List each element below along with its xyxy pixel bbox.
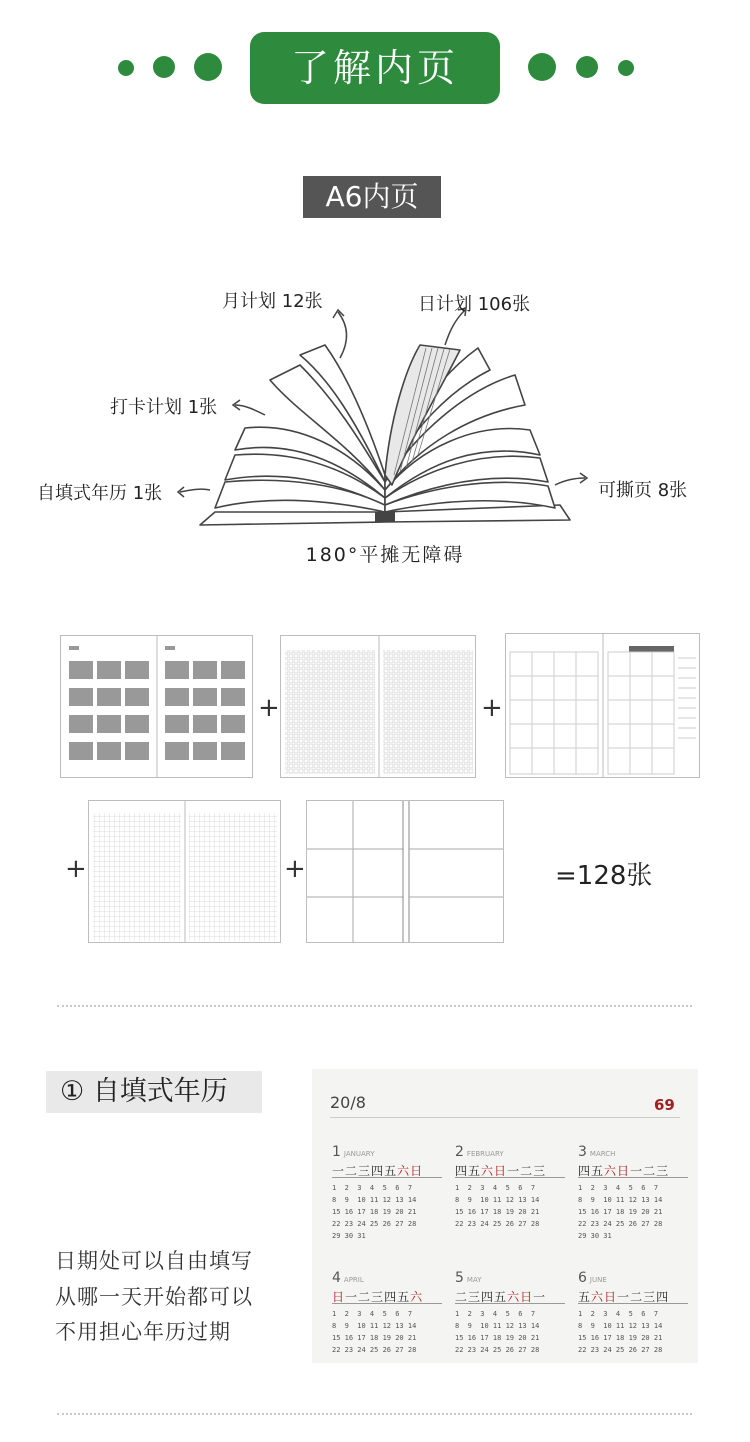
weekday-label: 日 xyxy=(604,1290,618,1304)
calendar-month xyxy=(578,1141,688,1242)
weekday-label: 三 xyxy=(358,1164,372,1178)
desc-line: 从哪一天开始都可以 xyxy=(55,1285,253,1309)
calendar-rule xyxy=(330,1117,680,1118)
tearable-grid-graphic xyxy=(307,801,504,943)
weekday-label: 一 xyxy=(345,1290,359,1304)
weekday-row xyxy=(455,1162,565,1178)
plus-sign: + xyxy=(258,693,280,723)
weekday-row xyxy=(578,1288,688,1304)
monthly-grid-graphic xyxy=(506,634,700,778)
thumb-checkin-pages xyxy=(280,635,476,778)
month-name: JUNE xyxy=(589,1276,607,1284)
thumb-daily-pages xyxy=(88,800,281,943)
desc-line: 不用担心年历过期 xyxy=(55,1320,231,1344)
weekday-label: 四 xyxy=(455,1164,469,1178)
label-monthly: 月计划 12张 xyxy=(222,291,323,312)
day-numbers: 1 2 3 4 5 6 7 8 9 10 11 12 13 14 15 16 17 18 19 20 21 22 23 24 25 26 27 28 29 30 31 xyxy=(332,1184,417,1240)
weekday-label: 一 xyxy=(617,1290,631,1304)
weekday-label: 一 xyxy=(630,1164,644,1178)
calendar-grid-graphic xyxy=(61,636,253,778)
decor-dot xyxy=(194,53,222,81)
month-number: 4 xyxy=(332,1270,341,1286)
day-numbers: 1 2 3 4 5 6 7 8 9 10 11 12 13 14 15 16 17 18 19 20 21 22 23 24 25 26 27 28 xyxy=(455,1310,540,1354)
book-illustration xyxy=(0,250,750,590)
weekday-label: 一 xyxy=(332,1164,346,1178)
month-name: FEBRUARY xyxy=(466,1150,504,1158)
weekday-label: 四 xyxy=(578,1164,592,1178)
month-number: 6 xyxy=(578,1270,587,1286)
weekday-row xyxy=(332,1288,442,1304)
weekday-label: 二 xyxy=(345,1164,359,1178)
weekday-label: 六 xyxy=(604,1164,618,1178)
weekday-row xyxy=(455,1288,565,1304)
thumb-monthly-pages xyxy=(505,633,700,778)
decor-dot xyxy=(118,60,134,76)
weekday-label: 六 xyxy=(410,1290,424,1304)
weekday-label: 二 xyxy=(643,1164,657,1178)
section-header xyxy=(0,32,750,104)
weekday-label: 一 xyxy=(507,1164,521,1178)
plus-sign: + xyxy=(481,693,503,723)
month-name: APRIL xyxy=(343,1276,364,1284)
weekday-row xyxy=(578,1162,688,1178)
thumb-calendar-pages xyxy=(60,635,253,778)
weekday-label: 六 xyxy=(481,1164,495,1178)
page-title: 了解内页 xyxy=(250,32,500,104)
weekday-label: 三 xyxy=(371,1290,385,1304)
subtitle-tag: A6内页 xyxy=(303,176,441,218)
weekday-label: 五 xyxy=(578,1290,592,1304)
weekday-label: 日 xyxy=(520,1290,534,1304)
month-number: 3 xyxy=(578,1144,587,1160)
weekday-label: 二 xyxy=(455,1290,469,1304)
daily-grid-graphic xyxy=(89,801,281,943)
weekday-label: 四 xyxy=(481,1290,495,1304)
plus-sign: + xyxy=(65,854,87,884)
weekday-label: 四 xyxy=(371,1164,385,1178)
weekday-label: 六 xyxy=(397,1164,411,1178)
weekday-label: 五 xyxy=(591,1164,605,1178)
weekday-label: 三 xyxy=(643,1290,657,1304)
total-count: =128张 xyxy=(555,861,653,891)
weekday-label: 二 xyxy=(520,1164,534,1178)
weekday-label: 六 xyxy=(591,1290,605,1304)
dotted-divider xyxy=(57,1005,692,1007)
plus-sign: + xyxy=(284,854,306,884)
decor-dot xyxy=(528,53,556,81)
desc-line: 日期处可以自由填写 xyxy=(55,1249,253,1273)
weekday-label: 五 xyxy=(468,1164,482,1178)
month-name: MARCH xyxy=(589,1150,616,1158)
weekday-label: 日 xyxy=(617,1164,631,1178)
book-caption: 180°平摊无障碍 xyxy=(305,544,465,566)
weekday-label: 四 xyxy=(384,1290,398,1304)
calendar-page-number: 69 xyxy=(654,1096,675,1114)
day-numbers: 1 2 3 4 5 6 7 8 9 10 11 12 13 14 15 16 17 18 19 20 21 22 23 24 25 26 27 28 xyxy=(455,1184,540,1228)
calendar-month xyxy=(578,1267,688,1356)
weekday-label: 日 xyxy=(410,1164,424,1178)
month-name: MAY xyxy=(466,1276,482,1284)
day-numbers: 1 2 3 4 5 6 7 8 9 10 11 12 13 14 15 16 17 18 19 20 21 22 23 24 25 26 27 28 xyxy=(332,1310,417,1354)
checkin-grid-graphic xyxy=(281,636,476,778)
dotted-divider xyxy=(57,1413,692,1415)
weekday-label: 二 xyxy=(358,1290,372,1304)
weekday-label: 三 xyxy=(533,1164,547,1178)
calendar-year: 20/8 xyxy=(330,1093,366,1112)
weekday-label: 日 xyxy=(494,1164,508,1178)
calendar-month xyxy=(455,1267,565,1356)
label-calendar: 自填式年历 1张 xyxy=(37,483,163,504)
weekday-label: 二 xyxy=(630,1290,644,1304)
calendar-month xyxy=(332,1141,442,1242)
thumb-tearable-pages xyxy=(306,800,504,943)
weekday-label: 六 xyxy=(507,1290,521,1304)
calendar-month xyxy=(455,1141,565,1230)
weekday-label: 五 xyxy=(494,1290,508,1304)
weekday-label: 日 xyxy=(332,1290,346,1304)
label-daily: 日计划 106张 xyxy=(418,294,531,315)
weekday-label: 五 xyxy=(397,1290,411,1304)
decor-dot xyxy=(576,56,598,78)
month-name: JANUARY xyxy=(343,1150,375,1158)
calendar-month xyxy=(332,1267,442,1356)
day-numbers: 1 2 3 4 5 6 7 8 9 10 11 12 13 14 15 16 17 18 19 20 21 22 23 24 25 26 27 28 xyxy=(578,1310,663,1354)
weekday-label: 三 xyxy=(468,1290,482,1304)
label-tearable: 可撕页 8张 xyxy=(598,480,688,501)
month-number: 2 xyxy=(455,1144,464,1160)
month-number: 5 xyxy=(455,1270,464,1286)
weekday-row xyxy=(332,1162,442,1178)
section-title-calendar: ① 自填式年历 xyxy=(46,1071,262,1113)
weekday-label: 一 xyxy=(533,1290,547,1304)
weekday-label: 四 xyxy=(656,1290,670,1304)
decor-dot xyxy=(618,60,634,76)
label-checkin: 打卡计划 1张 xyxy=(110,397,218,418)
decor-dot xyxy=(153,56,175,78)
day-numbers: 1 2 3 4 5 6 7 8 9 10 11 12 13 14 15 16 17 18 19 20 21 22 23 24 25 26 27 28 29 30 31 xyxy=(578,1184,663,1240)
weekday-label: 三 xyxy=(656,1164,670,1178)
calendar-photo xyxy=(312,1069,698,1363)
weekday-label: 五 xyxy=(384,1164,398,1178)
month-number: 1 xyxy=(332,1144,341,1160)
